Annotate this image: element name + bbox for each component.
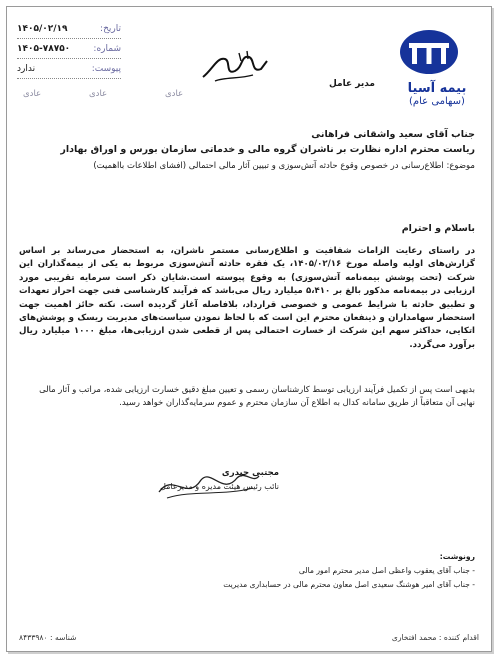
date-label: تاریخ:	[100, 23, 121, 34]
cc-block	[35, 550, 475, 592]
attachment-value: ندارد	[17, 63, 36, 74]
handwritten-signature-icon	[195, 47, 275, 87]
attachment-label: پیوست:	[91, 63, 121, 74]
logo-subtitle: (سهامی عام)	[409, 96, 465, 107]
meta-attachment	[17, 59, 121, 79]
letter-page	[6, 6, 492, 652]
logo-name: بیمه آسیا	[407, 81, 467, 96]
classification-label: عادی	[165, 89, 184, 99]
cc-title: رونوشت:	[439, 552, 475, 561]
body-paragraph-2: بدیهی است پس از تکمیل فرآیند ارزیابی توسط کارشناسان رسمی و تعیین مبلغ دقیق خسارت ارزیابی شده، مراتب و آثار مالی نهایی آن متعاقباً از طریق سامانه کدال به اطلاع آن سازمان محترم و عموم سرمایه‌گذاران خواهد رسید.	[39, 384, 475, 408]
recipient-block	[35, 127, 475, 174]
signer-title: نائب رئیس هیئت مدیره و مدیرعامل	[160, 482, 279, 491]
cc-item: - جناب آقای امیر هوشنگ سعیدی اصل معاون محترم مالی در حسابداری مدیریت	[223, 580, 475, 589]
signer-name: مجتبی حیدری	[221, 468, 279, 478]
number-value: ۱۴۰۵-۷۸۷۵۰	[17, 43, 71, 54]
letter-meta	[17, 19, 121, 79]
recipient-name: جناب آقای سعید واشقانی فراهانی	[311, 129, 475, 140]
letter-subject: موضوع: اطلاع‌رسانی در خصوص وقوع حادثه آتش‌سوزی و تبیین آثار مالی احتمالی (افشای اطلاعات بااهمیت)	[93, 161, 475, 171]
handler-name: اقدام کننده : محمد افتخاری	[391, 633, 479, 642]
date-value: ۱۴۰۵/۰۲/۱۹	[17, 23, 68, 34]
number-label: شماره:	[93, 43, 121, 54]
meta-date	[17, 19, 121, 39]
cc-item: - جناب آقای یعقوب واعظی اصل مدیر محترم امور مالی	[298, 566, 475, 575]
classification-row	[17, 89, 487, 103]
recipient-position: ریاست محترم اداره نظارت بر ناشران گروه مالی و خدماتی سازمان بورس و اوراق بهادار	[60, 144, 475, 155]
signature-block	[149, 462, 279, 512]
greeting: باسلام و احترام	[401, 223, 475, 234]
logo-emblem-icon	[399, 29, 459, 75]
document-id: شناسه : ۸۴۳۳۹۸۰	[19, 633, 77, 642]
body-paragraph-1: در راستای رعایت الزامات شفافیت و اطلاع‌رسانی مستمر ناشران، به استحضار می‌رساند بر اساس گزارش‌های اولیه واصله مورخ ۱۴۰۵/۰۲/۱۶، یک فقره حادثه آتش‌سوزی مربوط به یکی از بیمه‌گذاران این شرکت (تحت پوشش بیمه‌نامه آتش‌سوزی) به وقوع پیوسته است.شایان ذکر است سرمایه تقریبی مورد ارزیابی در بیمه‌نامه مذکور بالغ بر ۵،۴۱۰ میلیارد ریال می‌باشد که فرآیند کارشناسی فنی جهت احراز تعهدات و تطبیق حادثه با شرایط عمومی و خصوصی قرارداد، بلافاصله آغاز گردیده است. نکته حائز اهمیت جهت استحضار سهامداران و ذینفعان محترم این است که با لحاظ نمودن سیاست‌های مدیریت ریسک و پوشش‌های اتکایی، حداکثر سهم این شرکت از خسارت احتمالی پس از قطعی شدن ارزیابی‌ها، مبلغ ۱۰۰۰ میلیارد ریال برآورد می‌گردد.	[19, 246, 475, 350]
meta-number	[17, 39, 121, 59]
classification-label: عادی	[89, 89, 108, 99]
sender-role: مدیر عامل	[328, 79, 375, 89]
classification-label: عادی	[23, 89, 42, 99]
